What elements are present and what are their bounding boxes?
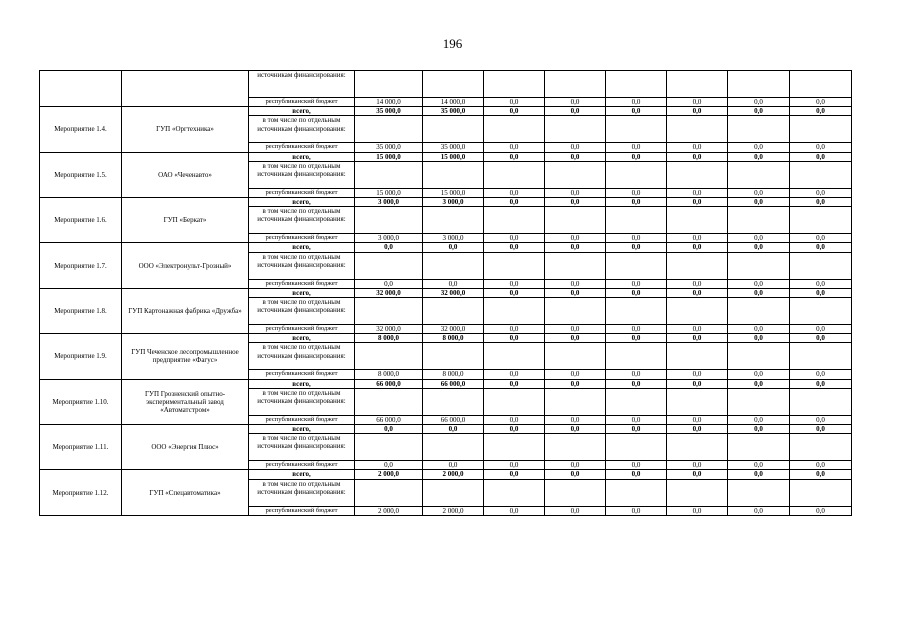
- empty-value-cell: [728, 343, 790, 370]
- empty-value-cell: [667, 388, 728, 415]
- total-value-cell: 0,0: [790, 379, 852, 388]
- total-value-cell: 8 000,0: [423, 334, 484, 343]
- budget-value-cell: 0,0: [728, 143, 790, 152]
- source-budget-cell: республиканский бюджет: [249, 279, 355, 288]
- budget-value-cell: 0,0: [484, 143, 545, 152]
- source-note-cell: источникам финансирования:: [249, 71, 355, 98]
- total-value-cell: 0,0: [790, 470, 852, 479]
- budget-value-cell: 0,0: [667, 188, 728, 197]
- empty-value-cell: [790, 434, 852, 461]
- total-value-cell: 0,0: [484, 243, 545, 252]
- total-value-cell: 2 000,0: [355, 470, 423, 479]
- empty-value-cell: [545, 161, 606, 188]
- empty-value-cell: [545, 434, 606, 461]
- total-value-cell: 0,0: [790, 152, 852, 161]
- total-value-cell: 0,0: [606, 243, 667, 252]
- total-value-cell: 0,0: [545, 470, 606, 479]
- total-value-cell: 0,0: [484, 334, 545, 343]
- budget-value-cell: 0,0: [545, 461, 606, 470]
- empty-value-cell: [667, 116, 728, 143]
- total-value-cell: 0,0: [606, 198, 667, 207]
- empty-value-cell: [355, 252, 423, 279]
- source-total-cell: всего,: [249, 107, 355, 116]
- budget-value-cell: 0,0: [606, 234, 667, 243]
- budget-value-cell: 8 000,0: [355, 370, 423, 379]
- empty-value-cell: [355, 343, 423, 370]
- source-note-cell: в том числе по отдельным источникам финансирования:: [249, 116, 355, 143]
- total-value-cell: 0,0: [545, 152, 606, 161]
- total-value-cell: 0,0: [728, 243, 790, 252]
- total-value-cell: 0,0: [606, 152, 667, 161]
- budget-value-cell: 0,0: [728, 98, 790, 107]
- budget-value-cell: 2 000,0: [423, 506, 484, 515]
- empty-value-cell: [423, 479, 484, 506]
- event-name-cell: Мероприятие 1.12.: [40, 470, 122, 515]
- budget-value-cell: 0,0: [667, 143, 728, 152]
- budget-value-cell: 0,0: [790, 279, 852, 288]
- source-total-cell: всего,: [249, 470, 355, 479]
- total-value-cell: 0,0: [545, 425, 606, 434]
- empty-value-cell: [606, 252, 667, 279]
- budget-value-cell: 0,0: [606, 461, 667, 470]
- budget-value-cell: 0,0: [606, 279, 667, 288]
- source-total-cell: всего,: [249, 152, 355, 161]
- empty-value-cell: [545, 388, 606, 415]
- total-value-cell: 0,0: [545, 334, 606, 343]
- budget-value-cell: 0,0: [728, 279, 790, 288]
- empty-value-cell: [484, 298, 545, 325]
- budget-value-cell: 0,0: [484, 279, 545, 288]
- source-budget-cell: республиканский бюджет: [249, 98, 355, 107]
- source-budget-cell: республиканский бюджет: [249, 461, 355, 470]
- budget-value-cell: 0,0: [790, 461, 852, 470]
- budget-value-cell: 0,0: [606, 143, 667, 152]
- total-value-cell: 0,0: [728, 425, 790, 434]
- empty-value-cell: [790, 116, 852, 143]
- empty-value-cell: [606, 207, 667, 234]
- budget-value-cell: 0,0: [484, 370, 545, 379]
- empty-value-cell: [484, 116, 545, 143]
- budget-value-cell: 0,0: [545, 279, 606, 288]
- organization-cell: ГУП «Беркат»: [122, 198, 249, 243]
- empty-value-cell: [728, 388, 790, 415]
- budget-value-cell: 35 000,0: [355, 143, 423, 152]
- budget-value-cell: 0,0: [545, 234, 606, 243]
- budget-value-cell: 0,0: [484, 325, 545, 334]
- event-total-row: [40, 198, 852, 207]
- empty-value-cell: [606, 479, 667, 506]
- total-value-cell: 66 000,0: [355, 379, 423, 388]
- total-value-cell: 32 000,0: [355, 288, 423, 297]
- event-name-cell: Мероприятие 1.4.: [40, 107, 122, 152]
- total-value-cell: 0,0: [484, 107, 545, 116]
- empty-value-cell: [484, 343, 545, 370]
- budget-value-cell: 32 000,0: [423, 325, 484, 334]
- event-name-cell: Мероприятие 1.8.: [40, 288, 122, 333]
- empty-value-cell: [606, 434, 667, 461]
- source-budget-cell: республиканский бюджет: [249, 143, 355, 152]
- total-value-cell: 0,0: [667, 243, 728, 252]
- empty-value-cell: [355, 116, 423, 143]
- source-note-cell: в том числе по отдельным источникам финансирования:: [249, 161, 355, 188]
- empty-value-cell: [667, 161, 728, 188]
- budget-value-cell: 0,0: [790, 415, 852, 424]
- source-total-cell: всего,: [249, 334, 355, 343]
- empty-value-cell: [667, 343, 728, 370]
- empty-value-cell: [545, 479, 606, 506]
- budget-value-cell: 0,0: [790, 325, 852, 334]
- budget-value-cell: 3 000,0: [355, 234, 423, 243]
- empty-value-cell: [790, 161, 852, 188]
- budget-value-cell: 0,0: [667, 461, 728, 470]
- total-value-cell: 0,0: [606, 334, 667, 343]
- budget-value-cell: 0,0: [545, 506, 606, 515]
- source-note-cell: в том числе по отдельным источникам финансирования:: [249, 252, 355, 279]
- budget-value-cell: 0,0: [790, 370, 852, 379]
- event-name-cell: Мероприятие 1.5.: [40, 152, 122, 197]
- event-total-row: [40, 107, 852, 116]
- empty-value-cell: [606, 388, 667, 415]
- organization-cell: ГУП Чеченское лесопромышленное предприятие «Фагус»: [122, 334, 249, 379]
- total-value-cell: 8 000,0: [355, 334, 423, 343]
- empty-value-cell: [423, 252, 484, 279]
- event-name-cell: Мероприятие 1.11.: [40, 425, 122, 470]
- budget-value-cell: 8 000,0: [423, 370, 484, 379]
- budget-value-cell: 0,0: [484, 188, 545, 197]
- continued-note-row: [40, 71, 852, 98]
- empty-value-cell: [484, 252, 545, 279]
- source-note-cell: в том числе по отдельным источникам финансирования:: [249, 434, 355, 461]
- empty-value-cell: [545, 116, 606, 143]
- budget-value-cell: 0,0: [545, 98, 606, 107]
- empty-value-cell: [423, 116, 484, 143]
- budget-value-cell: 0,0: [484, 461, 545, 470]
- empty-value-cell: [606, 298, 667, 325]
- organization-cell: ГУП «Оргтехника»: [122, 107, 249, 152]
- empty-value-cell: [606, 161, 667, 188]
- organization-cell: ГУП «Спецавтоматика»: [122, 470, 249, 515]
- empty-value-cell: [484, 161, 545, 188]
- empty-value-cell: [545, 71, 606, 98]
- budget-value-cell: 15 000,0: [355, 188, 423, 197]
- budget-value-cell: 0,0: [423, 461, 484, 470]
- source-total-cell: всего,: [249, 288, 355, 297]
- total-value-cell: 0,0: [728, 107, 790, 116]
- budget-value-cell: 0,0: [790, 98, 852, 107]
- budget-value-cell: 0,0: [606, 188, 667, 197]
- total-value-cell: 0,0: [728, 470, 790, 479]
- budget-value-cell: 32 000,0: [355, 325, 423, 334]
- total-value-cell: 0,0: [667, 334, 728, 343]
- source-note-cell: в том числе по отдельным источникам финансирования:: [249, 298, 355, 325]
- budget-value-cell: 66 000,0: [355, 415, 423, 424]
- budget-value-cell: 15 000,0: [423, 188, 484, 197]
- empty-value-cell: [484, 479, 545, 506]
- empty-value-cell: [790, 298, 852, 325]
- total-value-cell: 0,0: [423, 243, 484, 252]
- total-value-cell: 0,0: [606, 107, 667, 116]
- empty-value-cell: [355, 388, 423, 415]
- empty-value-cell: [790, 252, 852, 279]
- total-value-cell: 0,0: [484, 470, 545, 479]
- empty-value-cell: [728, 71, 790, 98]
- budget-value-cell: 0,0: [606, 98, 667, 107]
- total-value-cell: 0,0: [545, 379, 606, 388]
- budget-value-cell: 0,0: [667, 415, 728, 424]
- total-value-cell: 0,0: [606, 470, 667, 479]
- budget-value-cell: 0,0: [545, 143, 606, 152]
- source-budget-cell: республиканский бюджет: [249, 234, 355, 243]
- budget-value-cell: 0,0: [728, 506, 790, 515]
- empty-value-cell: [667, 479, 728, 506]
- empty-value-cell: [484, 434, 545, 461]
- source-budget-cell: республиканский бюджет: [249, 188, 355, 197]
- organization-cell: [122, 71, 249, 107]
- total-value-cell: 0,0: [790, 243, 852, 252]
- empty-value-cell: [667, 252, 728, 279]
- budget-value-cell: 14 000,0: [423, 98, 484, 107]
- empty-value-cell: [790, 388, 852, 415]
- page-number: 196: [442, 36, 463, 51]
- total-value-cell: 15 000,0: [355, 152, 423, 161]
- budget-value-cell: 0,0: [790, 506, 852, 515]
- event-name-cell: Мероприятие 1.10.: [40, 379, 122, 424]
- budget-value-cell: 0,0: [790, 143, 852, 152]
- organization-cell: ООО «Электронульт-Грозный»: [122, 243, 249, 288]
- total-value-cell: 32 000,0: [423, 288, 484, 297]
- total-value-cell: 0,0: [728, 152, 790, 161]
- total-value-cell: 0,0: [423, 425, 484, 434]
- empty-value-cell: [728, 207, 790, 234]
- budget-value-cell: 0,0: [484, 234, 545, 243]
- empty-value-cell: [667, 434, 728, 461]
- empty-value-cell: [790, 479, 852, 506]
- empty-value-cell: [423, 388, 484, 415]
- source-note-cell: в том числе по отдельным источникам финансирования:: [249, 479, 355, 506]
- empty-value-cell: [423, 207, 484, 234]
- organization-cell: ГУП Грозненский опытно-экспериментальный завод «Автоматстром»: [122, 379, 249, 424]
- event-name-cell: Мероприятие 1.6.: [40, 198, 122, 243]
- empty-value-cell: [484, 207, 545, 234]
- event-total-row: [40, 243, 852, 252]
- total-value-cell: 0,0: [484, 425, 545, 434]
- event-total-row: [40, 152, 852, 161]
- budget-value-cell: 0,0: [728, 370, 790, 379]
- budget-value-cell: 0,0: [728, 188, 790, 197]
- budget-value-cell: 0,0: [728, 415, 790, 424]
- total-value-cell: 0,0: [667, 288, 728, 297]
- budget-value-cell: 3 000,0: [423, 234, 484, 243]
- budget-value-cell: 0,0: [790, 188, 852, 197]
- empty-value-cell: [423, 434, 484, 461]
- budget-value-cell: 0,0: [484, 98, 545, 107]
- empty-value-cell: [728, 161, 790, 188]
- budget-value-cell: 0,0: [728, 234, 790, 243]
- budget-value-cell: 2 000,0: [355, 506, 423, 515]
- source-total-cell: всего,: [249, 198, 355, 207]
- empty-value-cell: [423, 161, 484, 188]
- total-value-cell: 0,0: [545, 288, 606, 297]
- total-value-cell: 0,0: [790, 425, 852, 434]
- total-value-cell: 15 000,0: [423, 152, 484, 161]
- empty-value-cell: [545, 298, 606, 325]
- source-note-cell: в том числе по отдельным источникам финансирования:: [249, 343, 355, 370]
- budget-value-cell: 0,0: [545, 415, 606, 424]
- total-value-cell: 0,0: [355, 243, 423, 252]
- event-name-cell: Мероприятие 1.7.: [40, 243, 122, 288]
- total-value-cell: 35 000,0: [355, 107, 423, 116]
- total-value-cell: 0,0: [728, 198, 790, 207]
- total-value-cell: 0,0: [484, 198, 545, 207]
- budget-value-cell: 0,0: [355, 461, 423, 470]
- total-value-cell: 0,0: [667, 425, 728, 434]
- empty-value-cell: [355, 207, 423, 234]
- total-value-cell: 0,0: [728, 379, 790, 388]
- event-total-row: [40, 334, 852, 343]
- source-note-cell: в том числе по отдельным источникам финансирования:: [249, 207, 355, 234]
- empty-value-cell: [545, 207, 606, 234]
- total-value-cell: 0,0: [606, 379, 667, 388]
- budget-value-cell: 0,0: [545, 188, 606, 197]
- source-budget-cell: республиканский бюджет: [249, 415, 355, 424]
- empty-value-cell: [790, 343, 852, 370]
- empty-value-cell: [728, 434, 790, 461]
- total-value-cell: 2 000,0: [423, 470, 484, 479]
- total-value-cell: 0,0: [545, 107, 606, 116]
- budget-value-cell: 0,0: [728, 325, 790, 334]
- empty-value-cell: [606, 71, 667, 98]
- source-budget-cell: республиканский бюджет: [249, 325, 355, 334]
- empty-value-cell: [790, 71, 852, 98]
- total-value-cell: 0,0: [545, 243, 606, 252]
- total-value-cell: 35 000,0: [423, 107, 484, 116]
- total-value-cell: 0,0: [484, 379, 545, 388]
- source-total-cell: всего,: [249, 425, 355, 434]
- total-value-cell: 3 000,0: [423, 198, 484, 207]
- budget-value-cell: 0,0: [423, 279, 484, 288]
- total-value-cell: 0,0: [728, 334, 790, 343]
- budget-value-cell: 0,0: [606, 325, 667, 334]
- event-name-cell: Мероприятие 1.9.: [40, 334, 122, 379]
- empty-value-cell: [728, 479, 790, 506]
- source-budget-cell: республиканский бюджет: [249, 370, 355, 379]
- empty-value-cell: [355, 434, 423, 461]
- source-total-cell: всего,: [249, 243, 355, 252]
- total-value-cell: 0,0: [667, 470, 728, 479]
- budget-value-cell: 0,0: [667, 506, 728, 515]
- budget-value-cell: 0,0: [484, 415, 545, 424]
- budget-value-cell: 0,0: [667, 98, 728, 107]
- budget-value-cell: 0,0: [790, 234, 852, 243]
- empty-value-cell: [355, 479, 423, 506]
- organization-cell: ООО «Энергия Плюс»: [122, 425, 249, 470]
- total-value-cell: 0,0: [667, 198, 728, 207]
- budget-value-cell: 0,0: [484, 506, 545, 515]
- budget-value-cell: 0,0: [355, 279, 423, 288]
- total-value-cell: 0,0: [484, 152, 545, 161]
- total-value-cell: 0,0: [667, 152, 728, 161]
- empty-value-cell: [545, 343, 606, 370]
- total-value-cell: 0,0: [667, 379, 728, 388]
- source-total-cell: всего,: [249, 379, 355, 388]
- empty-value-cell: [667, 298, 728, 325]
- empty-value-cell: [545, 252, 606, 279]
- budget-value-cell: 0,0: [667, 325, 728, 334]
- empty-value-cell: [728, 252, 790, 279]
- empty-value-cell: [484, 388, 545, 415]
- empty-value-cell: [606, 116, 667, 143]
- empty-value-cell: [355, 298, 423, 325]
- budget-value-cell: 14 000,0: [355, 98, 423, 107]
- total-value-cell: 0,0: [606, 288, 667, 297]
- empty-value-cell: [484, 71, 545, 98]
- total-value-cell: 0,0: [667, 107, 728, 116]
- total-value-cell: 0,0: [790, 334, 852, 343]
- budget-value-cell: 0,0: [667, 370, 728, 379]
- empty-value-cell: [355, 71, 423, 98]
- budget-value-cell: 66 000,0: [423, 415, 484, 424]
- budget-value-cell: 0,0: [667, 234, 728, 243]
- empty-value-cell: [667, 71, 728, 98]
- event-name-cell: [40, 71, 122, 107]
- empty-value-cell: [355, 161, 423, 188]
- budget-value-cell: 0,0: [606, 415, 667, 424]
- empty-value-cell: [606, 343, 667, 370]
- financing-table: [39, 70, 852, 516]
- table-body: [40, 71, 852, 516]
- empty-value-cell: [790, 207, 852, 234]
- empty-value-cell: [423, 71, 484, 98]
- budget-value-cell: 0,0: [667, 279, 728, 288]
- empty-value-cell: [423, 298, 484, 325]
- total-value-cell: 0,0: [790, 288, 852, 297]
- budget-value-cell: 0,0: [606, 370, 667, 379]
- event-total-row: [40, 425, 852, 434]
- source-note-cell: в том числе по отдельным источникам финансирования:: [249, 388, 355, 415]
- empty-value-cell: [728, 116, 790, 143]
- budget-value-cell: 0,0: [545, 325, 606, 334]
- total-value-cell: 3 000,0: [355, 198, 423, 207]
- total-value-cell: 0,0: [790, 107, 852, 116]
- total-value-cell: 0,0: [484, 288, 545, 297]
- budget-value-cell: 0,0: [545, 370, 606, 379]
- empty-value-cell: [423, 343, 484, 370]
- total-value-cell: 0,0: [606, 425, 667, 434]
- total-value-cell: 0,0: [728, 288, 790, 297]
- organization-cell: ГУП Картонажная фабрика «Дружба»: [122, 288, 249, 333]
- empty-value-cell: [728, 298, 790, 325]
- event-total-row: [40, 288, 852, 297]
- total-value-cell: 0,0: [545, 198, 606, 207]
- empty-value-cell: [667, 207, 728, 234]
- total-value-cell: 66 000,0: [423, 379, 484, 388]
- budget-value-cell: 0,0: [728, 461, 790, 470]
- organization-cell: ОАО «Чеченавто»: [122, 152, 249, 197]
- budget-value-cell: 35 000,0: [423, 143, 484, 152]
- event-total-row: [40, 379, 852, 388]
- total-value-cell: 0,0: [355, 425, 423, 434]
- total-value-cell: 0,0: [790, 198, 852, 207]
- budget-value-cell: 0,0: [606, 506, 667, 515]
- event-total-row: [40, 470, 852, 479]
- source-budget-cell: республиканский бюджет: [249, 506, 355, 515]
